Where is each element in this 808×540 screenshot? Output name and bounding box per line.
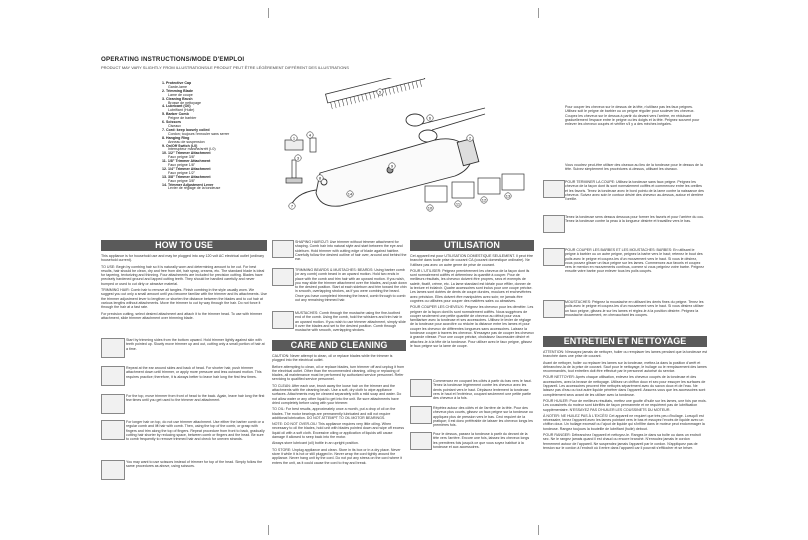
callout-number: 13: [505, 193, 511, 199]
fr-step-1-illustration: [410, 379, 432, 397]
legend-number: 8.: [162, 135, 165, 140]
callout-number: 11: [455, 201, 461, 207]
care-oil: TO OIL: For best results, approximately once a month, put a drop of oil on the blades. The motor bearings are permanently lubricated and will not require additional lubrication. DO NOT ATTEMPT TO OIL MOTOR BEARINGS.: [272, 407, 396, 420]
fr-beard-text: POUR COUPER LES BARBES ET LES MOUSTACHES: BARBES: En utilisant le peigne à barbier ou un autre peigne, peignez la barbe vers le haut; retenez le bout des poils avec le peigne et coupez-les d'un mouvement vers le haut. Si vous le désirez, vous pouvez glisser un faux peigne sur les lames. Commencez aux favoris et coupez vers le menton en mouvements continus, comme si vous peigniez votre barbe. Peignez ensuite votre barbe pour enlever tous les poils coupés.: [565, 248, 705, 274]
fr-step-2-text: Répétez autour des côtés et de l'arrière de la tête. Pour des cheveux plus courts, glissez un faux peigne sur la tondeuse ou appliquez plus de pression vers le bas. Ceci requiert de la pratique; il est donc préférable de laisser les cheveux longs les premières fois.: [433, 406, 533, 428]
fr-right-intro: Pour couper les cheveux sur le dessus de la tête, n'utilisez pas les faux peignes. Utilisez soit le peigne de barbier ou un peigne régulier pour soulever les cheveux. Coupez les cheveux sur le dessus à partir du devant vers l'arrière, en réduisant graduellement l'espace entre le peigne ou les doigts et la tête. Peignez souvent pour enlever les cheveux coupés et vérifier s'il y a des mèches inégales.: [565, 105, 700, 127]
legend-number: 5.: [162, 112, 165, 117]
fr-step-3-text: Pour le dessus, passez la tondeuse à partir du devant de la tête vers l'arrière. Encore une fois, laissez les cheveux longs les premières fois jusqu'à ce que vous soyez habitué à la tondeuse et aux accessoires.: [433, 432, 530, 449]
legend-english: Cleaning Brush: [166, 96, 193, 101]
step-1-text: Start by trimming sides from the bottom upward. Hold trimmer lightly against skin with teeth pointed up. Slowly move trimmer up and out, cutting only a small portion of hair at a time.: [126, 338, 265, 351]
fr-sideburn-text: Tenez la tondeuse sens dessus dessous pour former les favoris et pour l'arrière du cou. Tenez la tondeuse contre la peau à la longueur désirée et travaillez vers le bas.: [565, 215, 705, 224]
callout-number: 6: [428, 115, 432, 121]
parts-legend: [162, 82, 282, 191]
legend-number: 6.: [162, 120, 165, 125]
entretien-text: [543, 350, 707, 452]
legend-number: 10.: [162, 151, 167, 156]
step-5-text: You may want to use scissors instead of trimmer for top of the head. Simply follow the same procedures as above, using scissors.: [126, 460, 263, 469]
fr-sideburn-illustration: [543, 215, 565, 233]
step-2-illustration: [101, 366, 125, 386]
barber-comb-illustration: [326, 78, 425, 109]
fold-mark-bottom-left: [268, 525, 269, 535]
legend-number: 14.: [162, 182, 167, 187]
step-2-text: Repeat at the ear around sides and back of head. For shorter hair, push trimmer attachment down until trimmer, or apply more pressure and less outward motion. This requires practice; therefore, it is always better to leave hair long the first few times.: [126, 366, 262, 379]
fr-utiliser: POUR L'UTILISER: Peignez premièrement les cheveux de la façon dont ils sont normalement coiffés et déterminez la quantité à couper. Pour de meilleurs résultats, les cheveux doivent être propres, secs et exempts de saleté, fixatif, crème, etc. La lame standard est idéale pour effiler, donner de la texture et éclaircir. Quatre accessoires sont inclus pour une coupe précise. Les lames sont dotées de dents de coupe durcies, moulues et enchevêtrées avec précision. Elles doivent être manipulées avec soin; ne jamais être cognées ou utilisées pour couper des matières sales ou abrasives.: [410, 268, 533, 303]
htu-trimming: TRIMMING HAIR: Comb hair to remove all tangles. Finish combing in the style usually worn. We suggest you cut only a small amount until you become familiar with the trimmer and its attachments. Use the trimmer adjustment lever to lengthen or shorten the distance between the blades and to cut hair at various lengths without attachments. Move the trimmer to cut by way through the hair. Do not force it through the hair at a fast rate.: [101, 288, 267, 310]
legend-french: Interrupteur marche/arrêt (I-0): [168, 147, 216, 152]
care-before: Before attempting to clean, oil or replace blades, turn trimmer off and unplug it from the electrical outlet. Other than the recommended cleaning, oiling or replacing of blades, all maintenance must be performed by authorized service personnel. Refer servicing to qualified service personnel.: [272, 364, 405, 382]
legend-english: Lubricant (Oil): [166, 104, 191, 109]
legend-english: 1/8" Trimmer Attachment: [167, 159, 211, 164]
section-bar-care: CARE AND CLEANING: [272, 340, 406, 351]
legend-number: 2.: [162, 88, 165, 93]
fr-step-1-text: Commencez en coupant les côtés à partir du bas vers le haut. Tenez la tondeuse légèrement contre les cheveux avec les dents pointant vers le haut. Déplacez lentement la tondeuse vers le haut et l'extérieur, coupant seulement une petite partie des cheveux à la fois.: [433, 379, 532, 401]
legend-english: Trimmer Adjustment Lever: [168, 182, 214, 187]
legend-french: Ciseaux: [168, 123, 181, 128]
fold-mark-top-left: [268, 8, 269, 18]
fr-couper: POUR COUPER LES CHEVEUX: Peignez les cheveux pour les démêler. Les peigner de la façon dont ils sont normalement coiffés. Nous suggérons de couper seulement une petite quantité de cheveux au début pour vous familiariser avec la tondeuse et ses accessoires. Utilisez le levier de réglage de la tondeuse pour accroître ou réduire la distance entre les lames et pour couper les cheveux de différentes longueurs sans accessoires. Laissez la tondeuse couper à travers les cheveux. N'essayez pas de couper les cheveux à grande vitesse. Pour une coupe précise, choisissez l'accessoire désiré et attachez-le à la tête de la tondeuse. Pour utiliser avec le faux peigne, glissez le faux peigne sur la lame de coupe.: [410, 305, 534, 348]
care-store-oil: Always store lubricant (oil) bottle in an upright position.: [272, 441, 359, 446]
callout-number: 7: [290, 203, 294, 209]
legend-number: 12.: [162, 166, 167, 171]
beards-text: TRIMMING BEARDS & MUSTACHES: BEARDS: Using barber comb (or any comb) comb beard in an upward motion. Hold two ends in place with the comb and trim hair with an upward motion. If you wish, you may slide the trimmer attachment over the blades, and push down to the desired position. Start at each sideburn and trim toward the chin in smooth, overlapping strokes, as if you were combing the beard. Once you have completed trimming the beard, comb through to comb out any remaining trimmed hair.: [295, 268, 407, 303]
legend-french: Faux peigne 3/8": [168, 178, 196, 183]
fr-huiler: POUR HUILER: Pour de meilleurs résultats, mettez une goutte d'huile sur les lames, une fois par mois. Les coussinets du moteur sont lubrifiés de façon permanente et ne requièrent pas de lubrification supplémentaire. N'ESSAYEZ PAS D'HUILER LES COUSSINETS DU MOTEUR.: [543, 398, 707, 412]
fr-mustache-text: MOUSTACHES: Peignez la moustache en utilisant les dents fines du peigne. Tenez les poils avec le peigne et coupez-les d'un mouvement vers le haut. Si vous désirez utiliser un faux peigne, glissez-le sur les lames et réglez-le à la position désirée. Peignez la moustache doucement, en chevauchant les coupes.: [565, 300, 704, 317]
care-store: TO STORE: Unplug appliance and clean. Store in its box or in a dry place. Never store it while it is hot or still plugged in. Never wrap the cord tightly around the appliance. Never hang unit by the cord. Do not put any stress on the cord where it enters the unit, as it could cause the cord to fray and break.: [272, 447, 403, 465]
callout-number: 12: [481, 197, 487, 203]
page-title: OPERATING INSTRUCTIONS/MODE D'EMPLOI: [101, 56, 245, 63]
fr-finish-text: POUR TERMINER LA COUPE: Utilisez la tondeuse sans faux peigne. Peignez les cheveux de la façon dont ils sont normalement coiffés et commencez entre les oreilles et les favoris. Tenez la tondeuse avec le bord pointu de la lame contre la naissance des cheveux. Suivez avec soin le contour désiré des cheveux au-dessus, autour et derrière l'oreille.: [565, 180, 704, 202]
clipper-illustration: [290, 138, 479, 211]
shaping-illustration: [272, 240, 294, 258]
callout-number: 14: [347, 191, 353, 197]
fr-avant: Avant de nettoyer, huiler ou replacer les lames sur la tondeuse, mettez-la dans la position d'arrêt et débranchez-la de la prise de courant. Sauf pour le nettoyage, le huilage ou le remplacement des lames recommandés, tout entretien doit être effectué par le personnel autorisé du service.: [543, 360, 707, 374]
mustache-illustration: [272, 311, 294, 329]
fold-mark-bottom-right: [538, 525, 539, 535]
legend-french: Lubrifiant (Huile): [168, 108, 195, 113]
htu-to-use: TO USE: Begin by combing hair so it is naturally worn and determining amount to be cut. For best results, hair should be clean, dry and free from dirt, hair spray, creams, etc. The standard blade is ideal for tapering, texturizing and thinning. Four attachments are included for precision cutting. Blades have precisely hardened ground and lapped cutting teeth. They should be handled carefully and never bumped or used to cut dirty or abrasive material.: [101, 264, 265, 286]
legend-english: Trimming Blade: [166, 88, 193, 93]
fr-mustache-illustration: [543, 300, 565, 318]
fr-intro: Cet appareil est pour UTILISATION DOMESTIQUE SEULEMENT. Il peut être branché dans toute prise de courant CA (courant domestique ordinaire). Ne l'utilisez pas avec un autre genre de prise de courant.: [410, 254, 533, 267]
callout-number: 9: [390, 163, 394, 169]
htu-precision: For precision cutting, select desired attachment and attach it to the trimmer head. To use with trimmer attachment, slide trimmer attachment over trimming blade.: [101, 311, 263, 320]
step-4-illustration: [101, 420, 125, 440]
legend-item: [162, 184, 282, 192]
legend-number: 11.: [162, 159, 167, 164]
legend-french: Cordon; toujours l'enrouler sans serrer: [168, 131, 230, 136]
step-1-illustration: [101, 338, 125, 358]
legend-number: 3.: [162, 96, 165, 101]
mustaches-text: MUSTACHES: Comb through the mustache using the fine-toothed end of the comb. Using the comb, hold the whiskers and trim hair in an upward motion. If you wish to use trimmer attachment, simply slide it over the blades and set to the desired position. Comb through mustache with smooth, overlapping strokes.: [295, 311, 406, 333]
legend-number: 4.: [162, 104, 165, 109]
fr-finish-illustration: [543, 180, 565, 198]
legend-number: 9.: [162, 143, 165, 148]
accessory-illustrations: [285, 138, 316, 183]
how-to-use-text: [101, 254, 267, 322]
section-bar-utilisation: UTILISATION: [410, 240, 534, 251]
callout-number: 2: [468, 135, 472, 141]
legend-english: Scissors: [166, 120, 181, 125]
htu-intro: This appliance is for household use and may be plugged into any 120 volt AC electrical outlet (ordinary household current).: [101, 254, 265, 263]
product-diagram: [280, 78, 530, 228]
legend-english: Protective Cap: [166, 81, 192, 85]
callout-number: 8: [318, 175, 322, 181]
callout-number: 1: [292, 135, 296, 141]
step-3-illustration: [101, 394, 125, 414]
legend-french: Anneau de suspension: [168, 139, 205, 144]
utilisation-text: [410, 254, 534, 350]
fold-mark-top-right: [538, 8, 539, 18]
step-4-text: For longer hair on top, do not use trimmer attachment. Use either the barber comb or a regular comb and lift hair with comb. Then, using the top of the comb, or grasp with fingers and trim along the top of fingers. Repeat procedure from front to back, gradually cutting hair shorter by reducing space, between comb or fingers and the head. Be sure to comb frequently to remove trimmed hair and check for uneven strands.: [126, 420, 265, 442]
legend-french: Garde-lame: [168, 84, 187, 89]
callout-number: 3: [296, 155, 300, 161]
legend-french: Faux peigne 1/8": [168, 163, 196, 168]
fr-attention: ATTENTION: N'essayez jamais de nettoyer, huiler ou remplacer les lames pendant que la tondeuse est branchée dans une prise de courant.: [543, 350, 708, 359]
fr-step-3-illustration: [410, 432, 432, 450]
legend-french: Lame de coupe: [168, 92, 193, 97]
legend-number: 1.: [162, 81, 165, 85]
care-clean: TO CLEAN: After each use, brush away the loose hair on the trimmer and the attachments with the cleaning brush. Use a soft, dry cloth to wipe appliance surfaces. Attachments may be cleaned separately with a mild soap and water. Do not allow water or any other liquid to get into the unit. Be sure attachments have dried completely before using with your trimmer.: [272, 383, 402, 405]
callout-number: 4: [308, 132, 312, 138]
legend-french: Peigne de barbier: [168, 116, 197, 121]
callout-number: 5: [378, 89, 382, 95]
legend-french: Brosse de nettoyage: [168, 100, 201, 105]
legend-number: 13.: [162, 174, 167, 179]
legend-english: Hanging Ring: [166, 135, 190, 140]
fr-step-2-illustration: [410, 406, 432, 424]
legend-english: Cord: keep loosely coiled: [166, 127, 210, 132]
legend-english: Barber Comb: [166, 112, 189, 117]
callout-number: 10: [427, 205, 433, 211]
section-bar-entretien: ENTRETIEN ET NETTOYAGE: [543, 336, 707, 347]
fr-nettoyer: POUR NETTOYER: Après chaque utilisation, enlevez les cheveux coupés de la tondeuse et des accessoires, avec la brosse de nettoyage. Utilisez un chiffon doux et sec pour essuyer les surfaces de l'appareil. Les accessoires peuvent être nettoyés séparément avec du savon doux et de l'eau. Ne laissez pas d'eau ou tout autre liquide pénétrer dans l'appareil. Assurez-vous que les accessoires sont complètement secs avant de les utiliser avec la tondeuse.: [543, 375, 706, 397]
shaping-text: SHAPING HAIRCUT: Use trimmer without trimmer attachment for shaping. Comb hair into natural style and start between the eye and sideburn. Hold trimmer with cutting edge of blade against hairline. Carefully follow the desired outline of hair over, around and behind the ear.: [295, 240, 407, 262]
legend-english: On/Off Switch (I-0): [166, 143, 198, 148]
section-bar-how-to-use: HOW TO USE: [101, 240, 267, 251]
legend-english: 3/8" Trimmer Attachment: [168, 174, 211, 179]
legend-french: Faux peigne 1/2": [168, 170, 196, 175]
legend-french: Faux peigne 3/8": [168, 155, 196, 160]
legend-english: 1/4" Trimmer Attachment: [168, 166, 211, 171]
care-caution: CAUTION: Never attempt to clean, oil or replace blades while the trimmer is plugged into the electrical outlet.: [272, 354, 393, 363]
fr-ranger: POUR RANGER: Débranchez l'appareil et nettoyez-le. Rangez-le dans sa boîte ou dans un endroit sec. Ne le rangez jamais quand il est chaud ou encore branché. N'enroulez jamais le cordon fermement autour de l'appareil. Ne suspendez jamais l'appareil par le cordon. N'appliquez pas de tension sur le cordon à l'endroit où il entre dans l'appareil car il pourrait s'effilocher et se briser.: [543, 433, 701, 450]
legend-french: Levier de réglage de la tondeuse: [168, 186, 221, 191]
page-subtitle: PRODUCT MAY VARY SLIGHTLY FROM ILLUSTRATIONS/LE PRODUIT PEUT ÊTRE LÉGÈREMENT DIFFÉRENT DES ILLUSTRATIONS: [101, 65, 349, 70]
fr-right-scissors: Vous voudrez peut-être utiliser des ciseaux au lieu de la tondeuse pour le dessus de la tête. Suivez simplement les procédures ci-dessus, utilisant les ciseaux.: [565, 163, 703, 172]
care-text: [272, 354, 406, 467]
legend-number: 7.: [162, 127, 165, 132]
fr-note: À NOTER: NE HUILEZ PAS À L'EXCÈS! Cet appareil ne requiert que très peu d'huilage. Lorsqu'il est nécessaire, tenez l'appareil avec les lames pointant vers le bas et essuyez l'excès de liquide avec un chiffon doux. Un huilage excessif ou l'ajout de liquide qui s'infiltre dans le moteur peut endommager la tondeuse. Rangez toujours la bouteille de lubrifiant (huile) debout.: [543, 413, 705, 431]
legend-english: 1/2" Trimmer Attachment: [168, 151, 211, 156]
beard-illustration: [272, 268, 294, 286]
fr-beard-illustration: [543, 248, 565, 266]
step-5-illustration: [101, 460, 125, 480]
care-note: NOTE: DO NOT OVER-OIL! This appliance requires very little oiling. When necessary to oil the blades, hold unit with blades pointed down and wipe off excess liquid oil with a soft cloth. Excessive oiling or application of liquids will cause damage if allowed to seep back into the motor.: [272, 422, 404, 440]
step-3-text: For the top, move trimmer from front of head to the back. Again, leave hair long the first few times until you get used to the trimmer and attachment.: [126, 394, 265, 403]
